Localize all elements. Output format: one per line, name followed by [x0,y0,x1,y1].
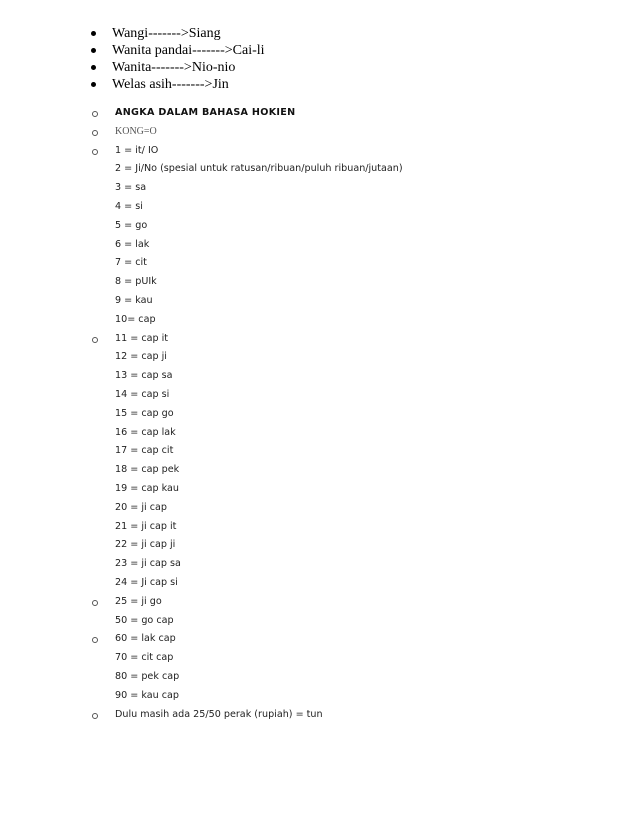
list-item [0,292,638,311]
list-item [0,330,638,349]
list-item-text: 22 = ji cap ji [115,539,176,551]
list-item [0,405,638,424]
list-item [0,424,638,443]
list-item-text: Welas asih------->Jin [112,77,229,92]
list-item [0,104,638,123]
list-item-text: 1 = it/ IO [115,144,159,156]
bullet-icon [91,65,96,70]
list-item [0,198,638,217]
list-item [0,348,638,367]
list-item [0,442,638,461]
list-item-text: 8 = pUIk [115,276,157,288]
list-item [0,311,638,330]
list-item [0,593,638,612]
list-item [0,25,638,42]
list-item-text: 15 = cap go [115,407,174,419]
list-item-text: Wangi------->Siang [112,26,221,41]
list-item [0,649,638,668]
hollow-bullet-icon [92,149,98,155]
number-list [0,104,638,724]
hollow-bullet-icon [92,111,98,117]
list-item-text: 9 = kau [115,294,153,306]
list-item-text: 14 = cap si [115,388,170,400]
list-item [0,160,638,179]
list-item [0,612,638,631]
list-item [0,217,638,236]
list-item-text: 23 = ji cap sa [115,558,181,570]
list-item-text: 3 = sa [115,182,147,194]
phrase-list [0,25,638,93]
list-item-text: 2 = Ji/No (spesial untuk ratusan/ribuan/puluh ribuan/jutaan) [115,163,403,175]
list-item [0,236,638,255]
bullet-icon [91,82,96,87]
list-item [0,630,638,649]
list-item-text: 70 = cit cap [115,652,174,664]
list-item [0,706,638,725]
list-item [0,480,638,499]
list-item-text: 18 = cap pek [115,464,180,476]
list-item-text: 80 = pek cap [115,670,180,682]
list-item-text: Wanita------->Nio-nio [112,60,236,75]
list-item [0,367,638,386]
list-item [0,386,638,405]
list-item [0,574,638,593]
list-item-text: 6 = lak [115,238,150,250]
list-item-text: 20 = ji cap [115,501,167,513]
list-item-text: 12 = cap ji [115,351,167,363]
hollow-bullet-icon [92,637,98,643]
list-item [0,518,638,537]
list-item [0,123,638,142]
list-item-text: 17 = cap cit [115,445,174,457]
list-item [0,273,638,292]
list-item [0,59,638,76]
list-item [0,254,638,273]
list-item [0,179,638,198]
bullet-icon [91,48,96,53]
list-item [0,461,638,480]
list-item-text: 90 = kau cap [115,689,179,701]
list-item-text: Dulu masih ada 25/50 perak (rupiah) = tun [115,708,323,720]
list-item-text: 11 = cap it [115,332,169,344]
list-item [0,536,638,555]
list-item-text: 25 = ji go [115,595,162,607]
list-item-text: Wanita pandai------->Cai-li [112,43,265,58]
list-item-text: 10= cap [115,313,156,325]
list-item [0,687,638,706]
hollow-bullet-icon [92,130,98,136]
hollow-bullet-icon [92,713,98,719]
list-item [0,76,638,93]
list-item-text: 13 = cap sa [115,370,173,382]
list-item-text: 5 = go [115,219,148,231]
list-item [0,668,638,687]
list-item [0,499,638,518]
list-item [0,42,638,59]
list-item [0,142,638,161]
list-item-text: 21 = ji cap it [115,520,177,532]
list-item-text: 7 = cit [115,257,147,269]
hollow-bullet-icon [92,337,98,343]
list-item-text: 24 = Ji cap si [115,576,178,588]
list-item-text: 19 = cap kau [115,482,179,494]
hollow-bullet-icon [92,600,98,606]
list-item-text: 16 = cap lak [115,426,176,438]
list-item-text: 4 = si [115,200,143,212]
list-item-text: 50 = go cap [115,614,174,626]
list-item-text: 60 = lak cap [115,633,176,645]
section-heading: ANGKA DALAM BAHASA HOKIEN [115,107,296,118]
list-item-text: KONG=O [115,125,157,137]
list-item [0,555,638,574]
bullet-icon [91,31,96,36]
